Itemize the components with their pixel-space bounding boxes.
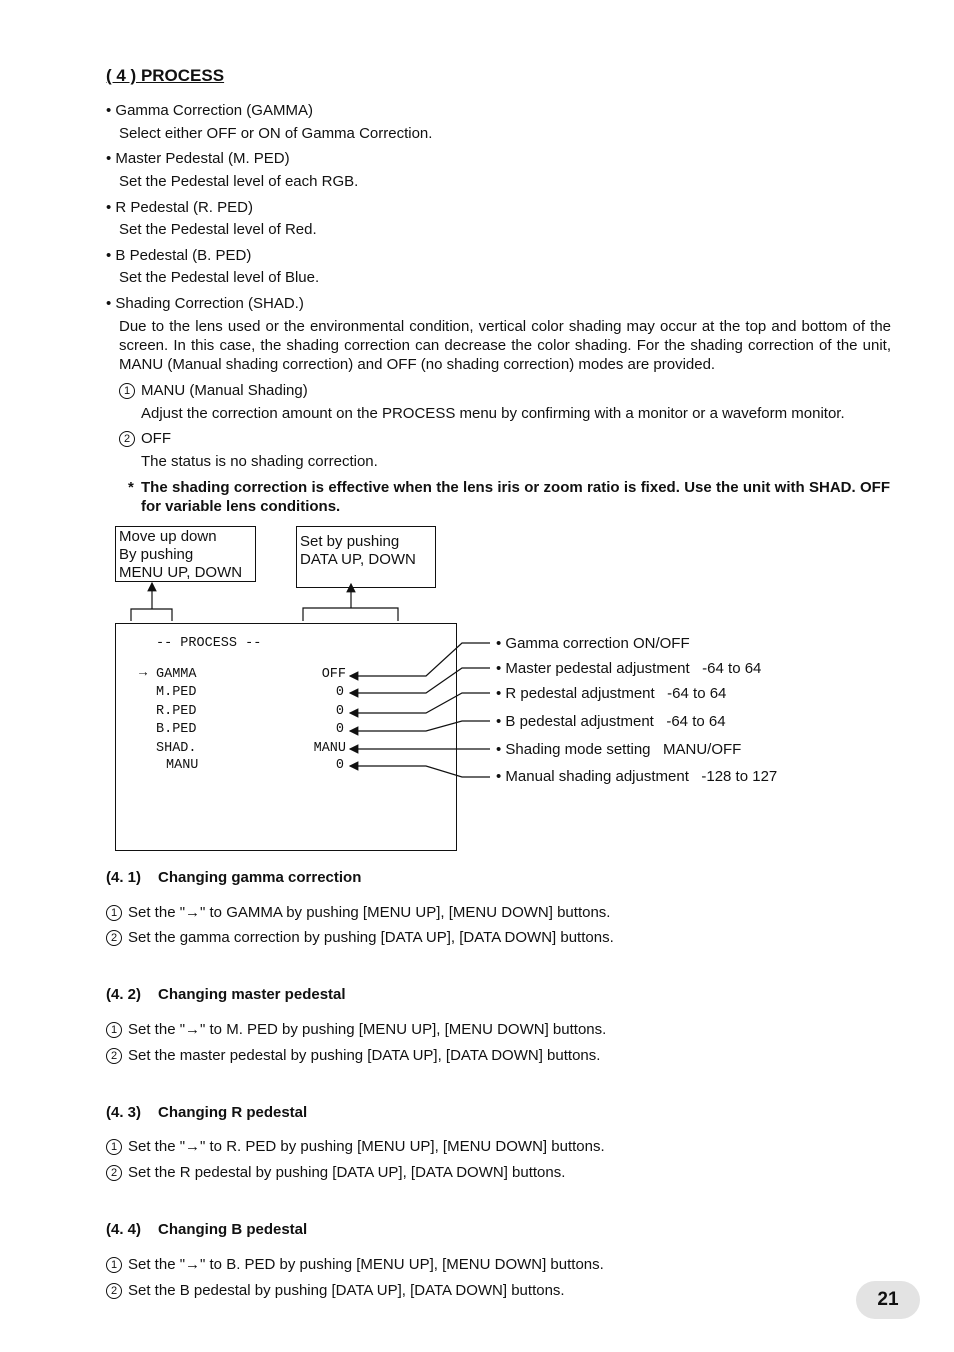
- callout-rped: • R pedestal adjustment -64 to 64: [496, 685, 727, 702]
- menu-label-rped: R.PED: [156, 704, 197, 719]
- section-4-3-heading: (4. 3) Changing R pedestal: [106, 1104, 308, 1121]
- item-mped-desc: Set the Pedestal level of each RGB.: [119, 173, 359, 190]
- section-4-1-heading: (4. 1) Changing gamma correction: [106, 869, 362, 886]
- section-4-4-step-1: 1 Set the "→" to B. PED by pushing [MENU UP], [MENU DOWN] buttons.: [106, 1256, 604, 1273]
- item-bped-desc: Set the Pedestal level of Blue.: [119, 269, 320, 286]
- item-bped-heading: • B Pedestal (B. PED): [106, 247, 252, 264]
- section-4-2-heading: (4. 2) Changing master pedestal: [106, 986, 346, 1003]
- menu-value-mped: 0: [335, 685, 344, 700]
- menu-label-mped: M.PED: [156, 685, 197, 700]
- section-4-3-step-1: 1 Set the "→" to R. PED by pushing [MENU UP], [MENU DOWN] buttons.: [106, 1138, 605, 1155]
- menu-label-shad: SHAD.: [156, 741, 197, 756]
- shading-mode-manu-desc: Adjust the correction amount on the PROCESS menu by confirming with a monitor or a waveform monitor.: [141, 405, 845, 422]
- menu-label-gamma: GAMMA: [156, 667, 197, 682]
- menu-value-gamma: OFF: [321, 667, 346, 682]
- cursor-arrow: →: [139, 666, 148, 681]
- section-4-1-step-2: 2 Set the gamma correction by pushing [DATA UP], [DATA DOWN] buttons.: [106, 929, 614, 946]
- section-4-4-step-2: 2 Set the B pedestal by pushing [DATA UP], [DATA DOWN] buttons.: [106, 1282, 565, 1299]
- shading-note: * The shading correction is effective when the lens iris or zoom ratio is fixed. Use the unit with SHAD. OFF for variable lens conditions.: [128, 479, 890, 515]
- item-rped-desc: Set the Pedestal level of Red.: [119, 221, 317, 238]
- callout-gamma: • Gamma correction ON/OFF: [496, 635, 690, 652]
- menu-label-manu: MANU: [166, 758, 199, 773]
- shading-mode-manu: 1 MANU (Manual Shading): [119, 382, 308, 399]
- callout-shad: • Shading mode setting MANU/OFF: [496, 741, 742, 758]
- item-gamma-desc: Select either OFF or ON of Gamma Correction.: [119, 125, 433, 142]
- section-4-4-heading: (4. 4) Changing B pedestal: [106, 1221, 308, 1238]
- section-title: ( 4 ) PROCESS: [106, 66, 225, 85]
- section-4-2-step-1: 1 Set the "→" to M. PED by pushing [MENU UP], [MENU DOWN] buttons.: [106, 1021, 606, 1038]
- shading-mode-off: 2 OFF: [119, 430, 171, 447]
- item-shad-desc: Due to the lens used or the environmental condition, vertical color shading may occur at the top and bottom of the screen. In this case, the shading correction can decrease the color shading. For the shading correction of the unit, MANU (Manual shading correction) and OFF (no shading correction) modes are provided.: [119, 318, 891, 373]
- item-mped-heading: • Master Pedestal (M. PED): [106, 150, 290, 167]
- process-menu-screen: [115, 623, 457, 851]
- data-buttons-box: Set by pushing DATA UP, DOWN: [296, 526, 436, 588]
- menu-buttons-box: Move up down By pushing MENU UP, DOWN: [115, 526, 256, 582]
- shading-mode-off-desc: The status is no shading correction.: [141, 453, 378, 470]
- section-4-3-step-2: 2 Set the R pedestal by pushing [DATA UP], [DATA DOWN] buttons.: [106, 1164, 565, 1181]
- item-gamma-heading: • Gamma Correction (GAMMA): [106, 102, 313, 119]
- item-rped-heading: • R Pedestal (R. PED): [106, 199, 253, 216]
- menu-value-shad: MANU: [313, 741, 346, 756]
- item-shad-heading: • Shading Correction (SHAD.): [106, 295, 304, 312]
- menu-value-manu: 0: [335, 758, 344, 773]
- menu-value-rped: 0: [335, 704, 344, 719]
- callout-manu: • Manual shading adjustment -128 to 127: [496, 768, 778, 785]
- callout-mped: • Master pedestal adjustment -64 to 64: [496, 660, 762, 677]
- section-4-2-step-2: 2 Set the master pedestal by pushing [DATA UP], [DATA DOWN] buttons.: [106, 1047, 600, 1064]
- menu-value-bped: 0: [335, 722, 344, 737]
- menu-label-bped: B.PED: [156, 722, 197, 737]
- section-4-1-step-1: 1 Set the "→" to GAMMA by pushing [MENU UP], [MENU DOWN] buttons.: [106, 904, 610, 921]
- page-number: 21: [856, 1281, 920, 1319]
- screen-title: -- PROCESS --: [156, 636, 262, 651]
- callout-bped: • B pedestal adjustment -64 to 64: [496, 713, 726, 730]
